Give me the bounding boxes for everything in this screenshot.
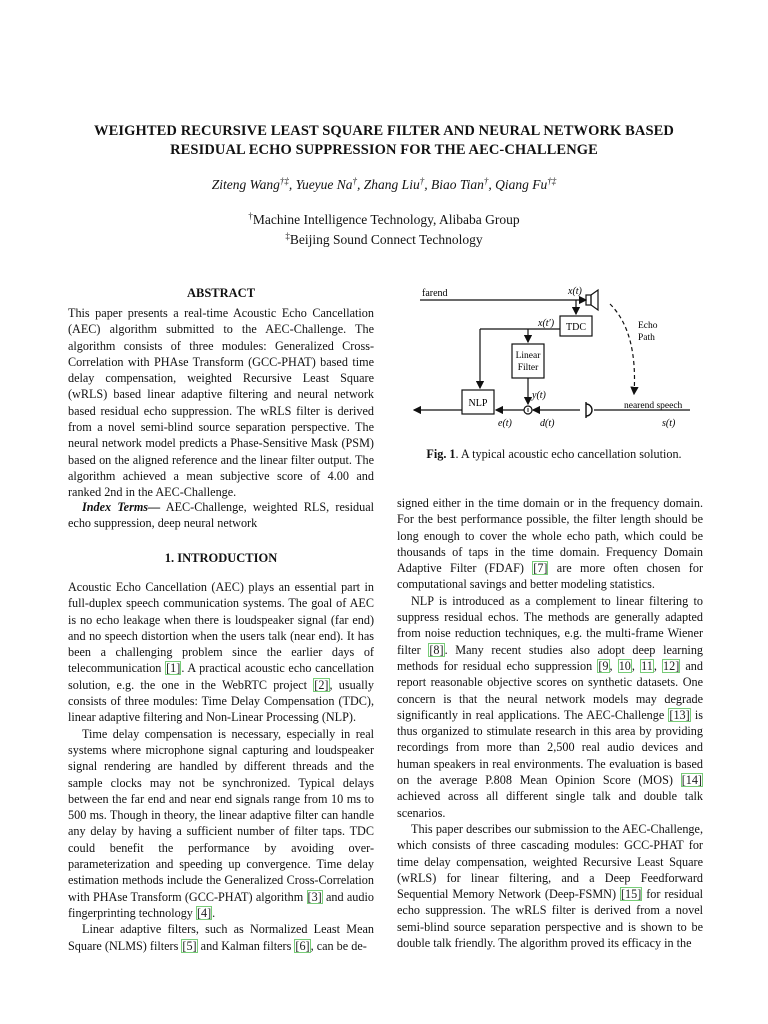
affiliation-name: Machine Intelligence Technology, Alibaba Group [252,212,520,227]
index-terms-label: Index Terms— [82,500,161,514]
nlp-label: NLP [468,398,488,409]
index-terms-text: AEC-Challenge, weighted RLS, residual echo suppression, deep neural network [68,500,374,531]
affiliation-1 [0,212,768,228]
intro-right-column [397,495,703,951]
citation-link[interactable]: [14] [681,773,702,788]
path-label: Path [638,333,655,343]
filter-label: Filter [517,363,539,373]
et-label: e(t) [498,418,512,429]
abstract-heading: ABSTRACT [186,286,256,300]
citation-link[interactable]: 12] [663,658,680,673]
index-terms [68,499,374,532]
author-affiliation-mark: † [483,176,489,186]
citation-link[interactable]: [9 [598,658,609,673]
citation-link[interactable]: 10 [618,658,631,673]
aec-block-diagram [400,282,708,432]
intro-paragraph-3: Linear adaptive filters, such as Normalized Least Mean Square (NLMS) filters [5] and Kalman filters [6], can be de- [68,922,374,953]
author-name: Qiang Fu [495,177,548,192]
citation-link[interactable]: [7] [533,561,548,576]
affiliation-mark: † [248,211,253,221]
paper-title: WEIGHTED RECURSIVE LEAST SQUARE FILTER AND NEURAL NETWORK BASED RESIDUAL ECHO SUPPRESSION FOR THE AEC-CHALLENGE [94,123,674,158]
figure-caption-text: . A typical acoustic echo cancellation solution. [455,447,682,461]
abstract-text: This paper presents a real-time Acoustic Echo Cancellation (AEC) algorithm submitted to the AEC-Challenge. The algorithm consists of three modules: Generalized Cross-Correlation with PHAse Transform (GCC-PHAT) based time delay compensation, weighted Recursive Least Square (wRLS) based linear adaptive filtering and neural network based residual echo suppression. The wRLS filter is derived from a novel semi-blind source separation perspective. The neural network model predicts a Phase-Sensitive Mask (PSM) based on the aligned reference and the linear filter output. The algorithm achieved a mean subjective score of 4.00 and ranked 2nd in the AEC-Challenge. [68,306,374,500]
author-list: Ziteng Wang†‡, Yueyue Na†, Zhang Liu†, Biao Tian†, Qiang Fu†‡ [211,176,557,192]
linear-label: Linear [515,351,541,361]
citation-link[interactable]: [4] [196,905,212,920]
intro-paragraph-1: Acoustic Echo Cancellation (AEC) plays an essential part in full-duplex speech communication systems. The goal of AEC is no echo leakage when there is loudspeaker signal (far end) and no speech distortion when the users talk (near end). It has been a challenging problem since the earlier days of telecommunication [1]. A practical acoustic echo cancellation solution, e.g. the one in the WebRTC project [2], usually consists of three modules: Time Delay Compensation (TDC), linear adaptive filtering and Non-Linear Processing (NLP). [68,580,374,725]
affiliation-mark: ‡ [285,231,290,241]
citation-link[interactable]: [15] [620,887,642,902]
loudspeaker-icon [586,290,598,310]
nearend-label: nearend speech [624,401,683,411]
author-affiliation-mark: † [419,176,425,186]
citation-link[interactable]: [2] [314,677,329,692]
author-name: Biao Tian [430,177,484,192]
citation-link[interactable]: [3] [307,889,322,904]
yt-label: y(t) [532,390,546,401]
echo-label: Echo [638,321,658,331]
citation-link[interactable]: [6] [295,938,310,953]
citation-link[interactable]: 11 [641,658,653,673]
figure-caption-label: Fig. 1 [426,447,456,461]
dt-label: d(t) [540,418,555,429]
citation-link[interactable]: [1] [166,661,181,676]
abstract-body [68,305,374,501]
microphone-icon [586,402,592,418]
introduction-heading: 1. INTRODUCTION [164,551,278,565]
citation-link[interactable]: [8] [429,642,444,657]
st-label: s(t) [662,418,676,429]
intro-paragraph-6: This paper describes our submission to the AEC-Challenge, which consists of three cascading modules: GCC-PHAT for time delay compensation, weighted Recursive Least Square (wRLS) for linear filtering, and a Deep Feedforward Sequential Memory Network (Deep-FSMN) [15] for residual echo suppression. The wRLS filter is derived from a novel semi-blind source separation perspective and is shown to be double talk friendly. The algorithm proved its efficacy in the [397,821,703,951]
author-affiliation-mark: † [352,176,358,186]
xtp-label: x(t′) [538,318,555,329]
author-name: Yueyue Na [295,177,353,192]
intro-paragraph-2: Time delay compensation is necessary, especially in real systems where microphone signal capturing and loudspeaker signal rendering are handled by different threads and the sample clocks may not be synchronized. Typical delays between the far end and near end signals range from 10 ms to 500 ms. Though in theory, the linear adaptive filter can handle any delay by having a sufficient number of filter taps. TDC could benefit the performance by avoiding over-parameterization and speeding up convergence. Time delay estimation methods include the Generalized Cross-Correlation with PHAse Transform (GCC-PHAT) algorithm [3] and audio fingerprinting technology [4]. [68,726,374,920]
citation-link[interactable]: [13] [669,707,690,722]
affiliation-2 [0,232,768,248]
author-name: Zhang Liu [363,177,420,192]
citation-link[interactable]: [5] [182,938,197,953]
figure-caption [400,447,708,462]
echo-path-curve [610,304,635,394]
xt-label: x(t) [568,286,582,297]
affiliation-name: Beijing Sound Connect Technology [289,232,483,247]
farend-label: farend [422,288,448,299]
author-affiliation-mark: †‡ [279,176,289,186]
author-affiliation-mark: †‡ [547,176,557,186]
author-name: Ziteng Wang [211,177,280,192]
tdc-label: TDC [566,322,586,333]
intro-paragraph-5: NLP is introduced as a complement to linear filtering to suppress residual echos. The methods are generally adapted from noise reduction techniques, e.g. the multi-frame Wiener filter [8]. Many recent studies also adopt deep learning methods for residual echo suppression [9, 10, 11, 12] and report reasonable objective scores on synthetic datasets. One concern is that the neural network models may degrade significantly in real applications. The AEC-Challenge [13] is thus organized to stimulate research in this area by providing recordings from more than 2,500 real audio devices and human speakers in real environments. The evaluation is based on the average P.808 Mean Opinion Score (MOS) [14] achieved across all different single talk and double talk scenarios. [397,593,704,820]
intro-left-column [68,579,374,954]
intro-paragraph-4: signed either in the time domain or in the frequency domain. For the best performance possible, the filter length should be long enough to cover the whole echo path, which could be thousands of taps in the time domain. Frequency Domain Adaptive Filter (FDAF) [7] are more often chosen for computational savings and better modeling statistics. [397,496,704,592]
